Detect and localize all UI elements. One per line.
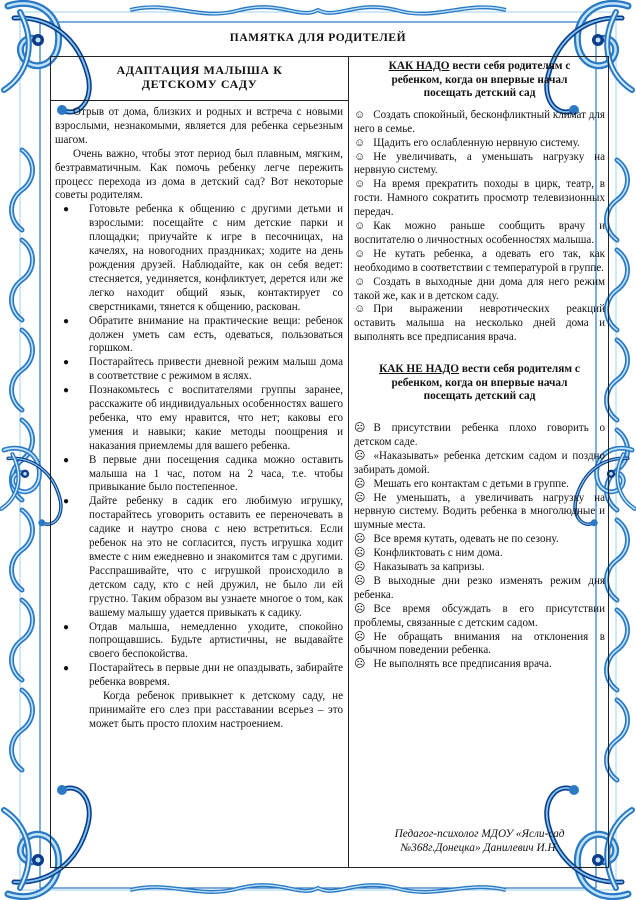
bullet-icon: ● [63, 315, 70, 327]
dont-item-text: В присутствии ребенка плохо говорить о детском саде. [354, 421, 605, 448]
list-item [55, 356, 343, 384]
smile-icon: ☺ [354, 220, 366, 233]
left-title-line: АДАПТАЦИЯ МАЛЫША К [116, 63, 283, 77]
list-item [354, 492, 605, 534]
tip-text: Готовьте ребенка к общению с другими детьми и взрослыми: посещайте с ним детские парки и площадки; приучайте к игре в песочницах, на качелях, на новогодних праздниках; ходите на день рождения друзей. Наблюдайте, как он себя ведет: стесняется, уединяется, конфликтует, дерется или же легко находит общий язык, контактирует со сверстниками, тянется к общению, раскован. [89, 203, 343, 313]
bullet-icon: ● [63, 357, 70, 369]
intro-paragraph: Очень важно, чтобы этот период был плавным, мягким, безтравматичным. Как помочь ребенку легче пережить процесс перехода из дома в детский сад? Вот некоторые советы родителям. [55, 147, 343, 202]
list-item [354, 109, 605, 137]
do-item-text: Создать в выходные дни дома для него режим такой же, как и в детском саду. [354, 275, 605, 302]
dont-heading-text: посещать детский сад [423, 390, 536, 403]
dont-heading-text: ребенком, когда он впервые начал [391, 376, 568, 389]
frown-icon: ☹ [354, 574, 366, 587]
dont-heading [354, 363, 605, 404]
smile-icon: ☺ [354, 178, 366, 191]
tip-text: Постарайтесь привести дневной режим малыш дома в соответствие с режимом в яслях. [89, 356, 343, 383]
list-item [354, 276, 605, 304]
smile-icon: ☺ [354, 136, 366, 149]
smile-icon: ☺ [354, 150, 366, 163]
do-and-dont-column [354, 60, 605, 672]
tips-list [55, 203, 343, 690]
smile-icon: ☺ [354, 275, 366, 288]
list-item [354, 603, 605, 631]
smile-icon: ☺ [354, 303, 366, 316]
do-heading [354, 60, 605, 101]
closing-paragraph: Когда ребенок привыкнет к детскому саду, не принимайте его слез при расставании всерьез – это может быть просто плохим настроением. [89, 690, 343, 730]
tip-text: Дайте ребенку в садик его любимую игрушку, постарайтесь уговорить оставить ее переночевать в садике и наутро снова с нею встретиться. Если ребенок на это не согласится, пусть игрушка ходит вместе с ним ежедневно и знакомится там с другими. Расспрашивайте, что с игрушкой происходило в детском саду, кто с ней дружил, не было ли ей грустно. Таким образом вы узнаете многое о том, как вашему малышу удается привыкать к садику. [89, 495, 343, 619]
do-item-text: При выражении невротических реакций оставить малыша на несколько дней дома и выполнять все предписания врача. [354, 303, 605, 344]
frown-icon: ☹ [354, 477, 366, 490]
list-item [55, 203, 343, 314]
dont-list [354, 422, 605, 672]
list-item [354, 561, 605, 575]
dont-item-text: В выходные дни резко изменять режим дня ребенка. [354, 574, 605, 601]
list-item [55, 384, 343, 454]
list-item [354, 220, 605, 248]
do-heading-underlined: КАК НАДО [388, 60, 450, 72]
list-item [354, 658, 605, 672]
bullet-icon: ● [63, 663, 70, 675]
do-item-text: На время прекратить походы в цирк, театр, в гости. Намного сократить просмотр телевизионных передач. [354, 178, 605, 219]
list-item [354, 533, 605, 547]
do-item-text: Не увеличивать, а уменьшать нагрузку на нервную систему. [354, 150, 605, 177]
tip-text: Обратите внимание на практические вещи: ребенок должен уметь сам есть, одеваться, пользоваться горшком. [89, 314, 343, 355]
author-signature [354, 827, 605, 855]
signature-line: Педагог-психолог МДОУ «Ясли-сад [394, 828, 565, 840]
left-column-title [51, 63, 348, 91]
do-heading-text: вести себя родителям с [449, 60, 571, 72]
smile-icon: ☺ [354, 108, 366, 121]
frown-icon: ☹ [354, 421, 366, 434]
dont-item-text: Не выполнять все предписания врача. [373, 658, 552, 671]
list-item [55, 495, 343, 620]
list-item [354, 303, 605, 345]
list-item [55, 621, 343, 663]
bullet-icon: ● [63, 454, 70, 466]
do-item-text: Создать спокойный, бесконфликтный климат для него в семье. [354, 108, 605, 135]
list-item [354, 547, 605, 561]
dont-item-text: «Наказывать» ребенка детским садом и поздно забирать домой. [354, 449, 605, 476]
header-divider [51, 100, 348, 101]
do-item-text: Как можно раньше сообщить врачу и воспитателю о личностных особенностях малыша. [354, 220, 605, 246]
list-item [354, 450, 605, 478]
list-item [354, 422, 605, 450]
left-title-line: ДЕТСКОМУ САДУ [141, 77, 258, 91]
dont-heading-underlined: КАК НЕ НАДО [379, 363, 460, 376]
signature-line: №368г.Донецка» Данилевич И.Н. [400, 842, 559, 854]
bullet-icon: ● [63, 204, 70, 216]
adaptation-advice-column [55, 106, 343, 732]
frown-icon: ☹ [354, 547, 366, 560]
content-table [50, 56, 609, 868]
dont-heading-text: вести себя родителям с [459, 363, 580, 376]
list-item [55, 662, 343, 690]
tip-text: Познакомьтесь с воспитателями группы заранее, расскажите об индивидуальных особенностях вашего ребенка, что ему нравится, что нет; каковы его умения и навыки; какие методы поощрения и наказания приемлемы для вашего ребенка. [89, 384, 343, 452]
frown-icon: ☹ [354, 491, 366, 504]
list-item [55, 454, 343, 496]
do-item-text: Щадить его ослабленную нервную систему. [373, 136, 580, 149]
intro-paragraph: Отрыв от дома, близких и родных и встреча с новыми взрослыми, незнакомыми, является для ребенка серьезным шагом. [55, 106, 343, 146]
frown-icon: ☹ [354, 449, 366, 462]
frown-icon: ☹ [354, 533, 366, 546]
list-item [354, 151, 605, 179]
frown-icon: ☹ [354, 630, 366, 643]
dont-item-text: Все время обсуждать в его присутствии проблемы, связанные с детским садом. [354, 602, 605, 629]
dont-item-text: Конфликтовать с ним дома. [373, 547, 503, 560]
dont-item-text: Наказывать за капризы. [373, 561, 485, 574]
frown-icon: ☹ [354, 658, 366, 671]
do-list [354, 109, 605, 345]
bullet-icon: ● [63, 496, 70, 508]
page-title: ПАМЯТКА ДЛЯ РОДИТЕЛЕЙ [229, 32, 407, 44]
tip-text: Отдав малыша, немедленно уходите, спокойно попрощавшись. Будьте артистичны, не выдавайте своего беспокойства. [89, 620, 343, 661]
list-item [354, 248, 605, 276]
dont-item-text: Не обращать внимания на отклонения в обычном поведении ребенка. [354, 630, 605, 657]
frown-icon: ☹ [354, 602, 366, 615]
do-item-text: Не кутать ребенка, а одевать его так, как необходимо в соответствии с температурой в группе. [354, 247, 605, 274]
dont-item-text: Мешать его контактам с детьми в группе. [373, 477, 569, 490]
list-item [354, 178, 605, 220]
list-item [354, 631, 605, 659]
list-item [55, 315, 343, 357]
column-divider [348, 57, 349, 867]
dont-item-text: Все время кутать, одевать не по сезону. [373, 533, 559, 546]
tip-text: Постарайтесь в первые дни не опаздывать, забирайте ребенка вовремя. [89, 662, 343, 689]
dont-item-text: Не уменьшать, а увеличивать нагрузку на нервную систему. Водить ребенка в многолюдные и шумные места. [354, 491, 605, 532]
do-heading-text: посещать детский сад [423, 87, 536, 100]
tip-text: В первые дни посещения садика можно оставить малыша на 1 час, потом на 2 часа, т.е. чтобы привыкание было постепенное. [89, 453, 343, 494]
list-item [354, 575, 605, 603]
list-item [354, 137, 605, 151]
do-heading-text: ребенком, когда он впервые начал [391, 73, 568, 86]
bullet-icon: ● [63, 621, 70, 633]
frown-icon: ☹ [354, 561, 366, 574]
smile-icon: ☺ [354, 247, 366, 260]
list-item [354, 478, 605, 492]
bullet-icon: ● [63, 385, 70, 397]
